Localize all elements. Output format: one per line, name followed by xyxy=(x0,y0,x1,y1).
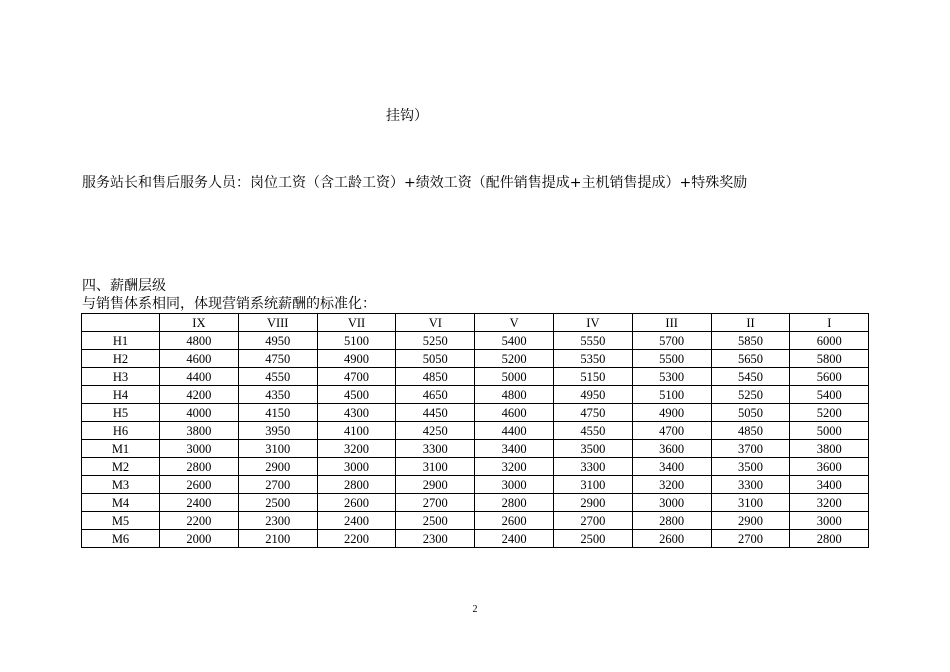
salary-cell: 3600 xyxy=(790,458,869,476)
salary-cell: 3000 xyxy=(790,512,869,530)
table-row xyxy=(82,494,869,512)
salary-cell: 2100 xyxy=(238,530,317,548)
table-row xyxy=(82,458,869,476)
section-heading: 四、薪酬层级 xyxy=(82,278,166,294)
salary-cell: 3200 xyxy=(790,494,869,512)
salary-cell: 4850 xyxy=(396,368,475,386)
salary-cell: 4400 xyxy=(160,368,239,386)
salary-cell: 4750 xyxy=(553,404,632,422)
salary-cell: 4700 xyxy=(632,422,711,440)
salary-cell: 2800 xyxy=(475,494,554,512)
text-fragment: 挂钩） xyxy=(386,108,428,124)
salary-cell: 5800 xyxy=(790,350,869,368)
salary-cell: 5200 xyxy=(790,404,869,422)
salary-cell: 2300 xyxy=(238,512,317,530)
salary-cell: 5350 xyxy=(553,350,632,368)
salary-cell: 4250 xyxy=(396,422,475,440)
salary-cell: 2600 xyxy=(160,476,239,494)
table-row xyxy=(82,350,869,368)
salary-cell: 3200 xyxy=(632,476,711,494)
salary-cell: 2900 xyxy=(553,494,632,512)
row-label-cell: H6 xyxy=(82,422,160,440)
salary-cell: 4000 xyxy=(160,404,239,422)
salary-cell: 2700 xyxy=(711,530,790,548)
salary-cell: 5200 xyxy=(475,350,554,368)
salary-cell: 3500 xyxy=(711,458,790,476)
salary-cell: 3000 xyxy=(317,458,396,476)
salary-cell: 4950 xyxy=(553,386,632,404)
salary-cell: 6000 xyxy=(790,332,869,350)
salary-cell: 5400 xyxy=(790,386,869,404)
table-row xyxy=(82,332,869,350)
salary-cell: 4400 xyxy=(475,422,554,440)
salary-cell: 3800 xyxy=(790,440,869,458)
row-label-cell: H5 xyxy=(82,404,160,422)
salary-cell: 3300 xyxy=(396,440,475,458)
salary-cell: 4750 xyxy=(238,350,317,368)
salary-cell: 5100 xyxy=(632,386,711,404)
salary-cell: 5050 xyxy=(396,350,475,368)
salary-cell: 3200 xyxy=(317,440,396,458)
salary-cell: 4450 xyxy=(396,404,475,422)
table-row xyxy=(82,476,869,494)
salary-cell: 2800 xyxy=(632,512,711,530)
salary-cell: 4700 xyxy=(317,368,396,386)
salary-cell: 4850 xyxy=(711,422,790,440)
row-label-cell: H1 xyxy=(82,332,160,350)
salary-cell: 3700 xyxy=(711,440,790,458)
table-row xyxy=(82,440,869,458)
row-label-cell: M5 xyxy=(82,512,160,530)
salary-cell: 2600 xyxy=(632,530,711,548)
salary-cell: 4200 xyxy=(160,386,239,404)
salary-cell: 4150 xyxy=(238,404,317,422)
salary-cell: 3400 xyxy=(632,458,711,476)
salary-cell: 5500 xyxy=(632,350,711,368)
column-header: VII xyxy=(317,314,396,332)
table-row xyxy=(82,386,869,404)
salary-cell: 3200 xyxy=(475,458,554,476)
salary-cell: 5250 xyxy=(396,332,475,350)
salary-cell: 3600 xyxy=(632,440,711,458)
salary-cell: 4600 xyxy=(475,404,554,422)
salary-cell: 3000 xyxy=(632,494,711,512)
salary-cell: 2400 xyxy=(475,530,554,548)
header-corner-cell xyxy=(82,314,160,332)
column-header: VI xyxy=(396,314,475,332)
page-number: 2 xyxy=(472,604,478,615)
salary-cell: 2900 xyxy=(711,512,790,530)
salary-cell: 5250 xyxy=(711,386,790,404)
salary-level-table xyxy=(81,313,869,548)
salary-cell: 5000 xyxy=(475,368,554,386)
salary-cell: 3400 xyxy=(475,440,554,458)
salary-cell: 3100 xyxy=(238,440,317,458)
column-header: IX xyxy=(160,314,239,332)
salary-cell: 5550 xyxy=(553,332,632,350)
header-row xyxy=(82,314,869,332)
salary-cell: 4950 xyxy=(238,332,317,350)
salary-cell: 2000 xyxy=(160,530,239,548)
table-row xyxy=(82,368,869,386)
row-label-cell: M4 xyxy=(82,494,160,512)
table-row xyxy=(82,512,869,530)
salary-cell: 5450 xyxy=(711,368,790,386)
salary-cell: 3800 xyxy=(160,422,239,440)
salary-cell: 2900 xyxy=(396,476,475,494)
salary-cell: 4650 xyxy=(396,386,475,404)
salary-cell: 3000 xyxy=(475,476,554,494)
table-row xyxy=(82,404,869,422)
column-header: II xyxy=(711,314,790,332)
salary-cell: 3400 xyxy=(790,476,869,494)
salary-cell: 2600 xyxy=(317,494,396,512)
salary-cell: 4800 xyxy=(160,332,239,350)
salary-cell: 4550 xyxy=(553,422,632,440)
salary-cell: 2500 xyxy=(396,512,475,530)
table-intro: 与销售体系相同，体现营销系统薪酬的标准化： xyxy=(82,296,376,312)
column-header: V xyxy=(475,314,554,332)
salary-cell: 3300 xyxy=(553,458,632,476)
column-header: III xyxy=(632,314,711,332)
service-staff-pay-formula: 服务站长和售后服务人员：岗位工资（含工龄工资）+绩效工资（配件销售提成+主机销售提成）+特殊奖励 xyxy=(82,175,748,191)
salary-cell: 2400 xyxy=(317,512,396,530)
salary-cell: 4550 xyxy=(238,368,317,386)
salary-cell: 5000 xyxy=(790,422,869,440)
salary-cell: 2600 xyxy=(475,512,554,530)
salary-cell: 2900 xyxy=(238,458,317,476)
table-row xyxy=(82,530,869,548)
salary-cell: 4600 xyxy=(160,350,239,368)
salary-cell: 5050 xyxy=(711,404,790,422)
salary-cell: 4800 xyxy=(475,386,554,404)
column-header: VIII xyxy=(238,314,317,332)
salary-cell: 2400 xyxy=(160,494,239,512)
table-body xyxy=(82,332,869,548)
salary-cell: 4350 xyxy=(238,386,317,404)
salary-cell: 2200 xyxy=(317,530,396,548)
salary-cell: 2700 xyxy=(238,476,317,494)
salary-cell: 4500 xyxy=(317,386,396,404)
salary-cell: 3300 xyxy=(711,476,790,494)
row-label-cell: M2 xyxy=(82,458,160,476)
salary-cell: 4100 xyxy=(317,422,396,440)
table-header xyxy=(82,314,869,332)
salary-cell: 5700 xyxy=(632,332,711,350)
salary-cell: 5850 xyxy=(711,332,790,350)
column-header: IV xyxy=(553,314,632,332)
salary-cell: 2700 xyxy=(553,512,632,530)
salary-cell: 4300 xyxy=(317,404,396,422)
salary-cell: 3500 xyxy=(553,440,632,458)
salary-cell: 3950 xyxy=(238,422,317,440)
row-label-cell: M3 xyxy=(82,476,160,494)
salary-cell: 5300 xyxy=(632,368,711,386)
salary-cell: 5150 xyxy=(553,368,632,386)
salary-cell: 2800 xyxy=(317,476,396,494)
column-header: I xyxy=(790,314,869,332)
salary-cell: 3100 xyxy=(396,458,475,476)
salary-cell: 2800 xyxy=(160,458,239,476)
salary-cell: 4900 xyxy=(632,404,711,422)
row-label-cell: H4 xyxy=(82,386,160,404)
row-label-cell: H2 xyxy=(82,350,160,368)
row-label-cell: M6 xyxy=(82,530,160,548)
salary-cell: 5650 xyxy=(711,350,790,368)
salary-cell: 5100 xyxy=(317,332,396,350)
salary-cell: 5400 xyxy=(475,332,554,350)
salary-cell: 4900 xyxy=(317,350,396,368)
salary-cell: 3100 xyxy=(553,476,632,494)
row-label-cell: M1 xyxy=(82,440,160,458)
salary-cell: 2500 xyxy=(238,494,317,512)
salary-cell: 2700 xyxy=(396,494,475,512)
salary-cell: 3000 xyxy=(160,440,239,458)
salary-cell: 3100 xyxy=(711,494,790,512)
salary-cell: 5600 xyxy=(790,368,869,386)
salary-cell: 2800 xyxy=(790,530,869,548)
table-row xyxy=(82,422,869,440)
salary-cell: 2200 xyxy=(160,512,239,530)
salary-cell: 2300 xyxy=(396,530,475,548)
row-label-cell: H3 xyxy=(82,368,160,386)
salary-cell: 2500 xyxy=(553,530,632,548)
